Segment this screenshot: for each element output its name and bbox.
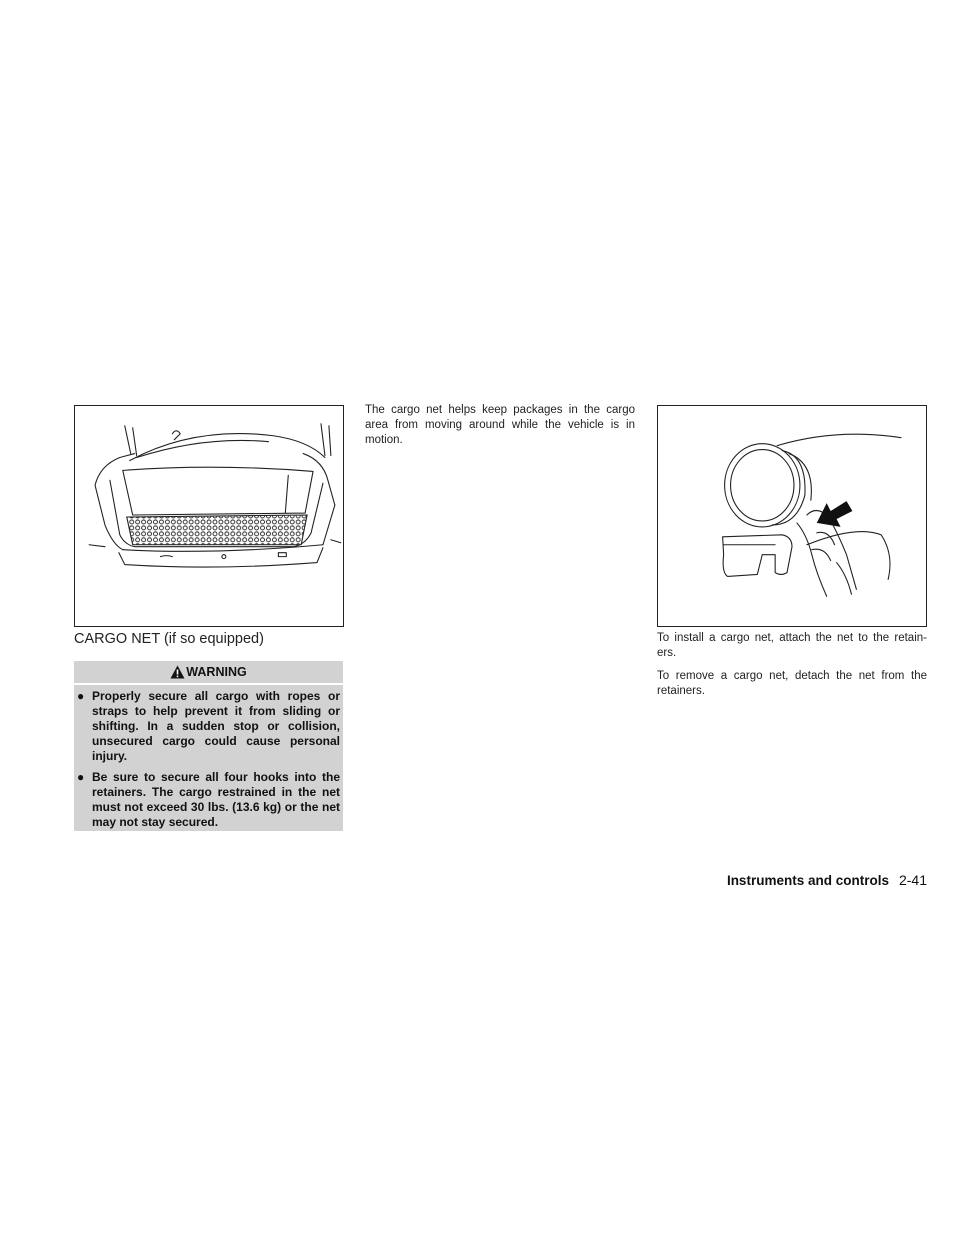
bullet-icon: ● xyxy=(77,770,85,784)
warning-box xyxy=(74,661,343,831)
warning-heading: WARNING xyxy=(186,665,247,679)
remove-paragraph: To remove a cargo net, detach the net from the retainers. xyxy=(657,670,927,697)
cargo-net-illustration xyxy=(74,405,344,627)
warning-item xyxy=(74,689,340,764)
intro-paragraph: The cargo net helps keep packages in the cargo area from moving around while the vehicle is in motion. xyxy=(365,404,635,446)
install-paragraph: To install a cargo net, attach the net to the retain- ers. xyxy=(657,632,927,659)
cargo-area-drawing xyxy=(75,406,343,626)
page-number: 2-41 xyxy=(898,872,927,888)
page-footer xyxy=(727,872,927,888)
warning-item-text: Be sure to secure all four hooks into the retainers. The cargo restrained in the net must not exceed 30 lbs. (13.6 kg) or the net may not stay secured. xyxy=(92,770,340,829)
bullet-icon: ● xyxy=(77,689,85,703)
warning-header xyxy=(74,661,343,685)
retainer-drawing xyxy=(658,406,926,626)
retainer-illustration xyxy=(657,405,927,627)
warning-list xyxy=(74,685,343,830)
warning-triangle-icon xyxy=(170,665,185,679)
warning-item-text: Properly secure all cargo with ropes or straps to help prevent it from sliding or shifting. In a sudden stop or collision, unsecured cargo could cause personal injury. xyxy=(92,689,340,763)
section-title: CARGO NET (if so equipped) xyxy=(74,631,264,647)
warning-item xyxy=(74,770,340,830)
footer-section-name: Instruments and controls xyxy=(726,873,889,888)
